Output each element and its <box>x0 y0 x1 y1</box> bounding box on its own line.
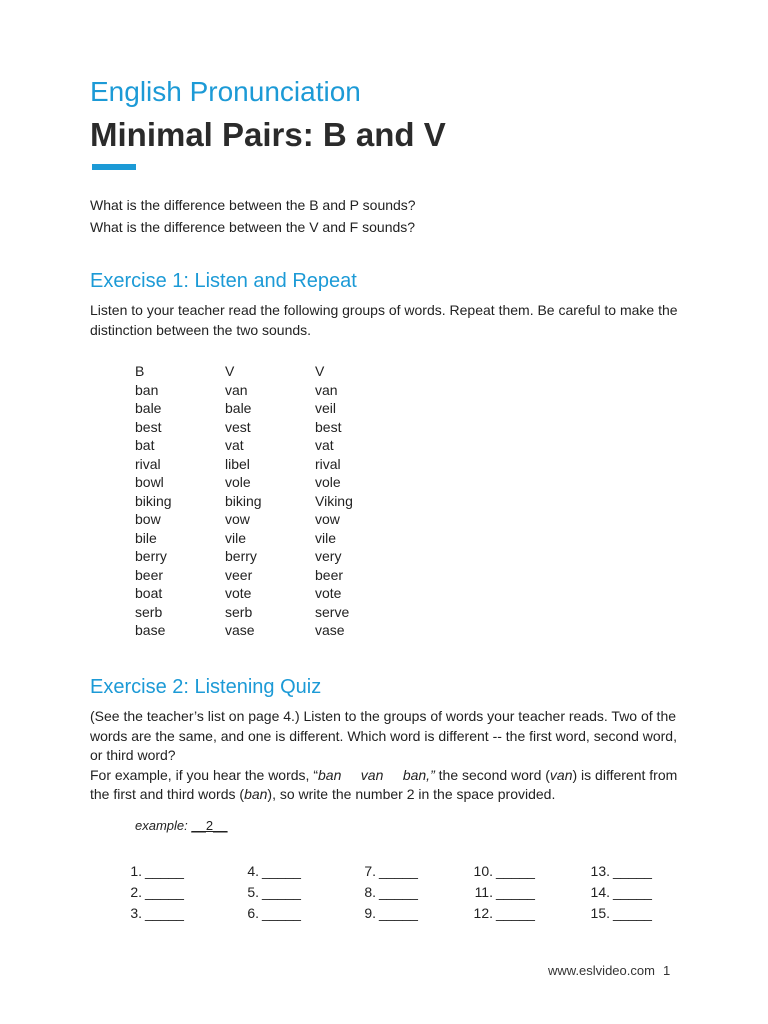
v-word-1: bale <box>225 400 252 416</box>
quiz-row <box>112 861 697 882</box>
v-word-1: vest <box>225 418 251 435</box>
v-word-2: vase <box>315 622 345 638</box>
b-word: berry <box>135 548 167 564</box>
quiz-item <box>229 882 346 903</box>
example-text-3: ) is different from the first and third words ( <box>90 766 678 802</box>
word-table-row <box>135 621 405 640</box>
answer-blank[interactable]: _____ <box>262 905 301 921</box>
word-table-row <box>135 381 405 400</box>
quiz-item <box>580 903 697 924</box>
column-header-v1: V <box>225 363 235 379</box>
v-word-2: vile <box>315 529 337 546</box>
b-word: biking <box>135 492 172 509</box>
v-word-1: vote <box>225 585 252 601</box>
v-word-1: vat <box>225 437 244 453</box>
v-word-1: libel <box>225 455 250 472</box>
quiz-item <box>346 882 463 903</box>
column-header-v2: V <box>315 363 325 379</box>
quiz-item <box>463 903 580 924</box>
quiz-item <box>580 861 697 882</box>
quiz-number: 1. <box>130 863 142 879</box>
quiz-row <box>112 882 697 903</box>
quiz-item <box>346 861 463 882</box>
quiz-item <box>580 882 697 903</box>
b-word: ban <box>135 381 159 398</box>
answer-blank[interactable]: _____ <box>262 884 301 900</box>
v-word-1: veer <box>225 566 253 583</box>
example-word-van: van <box>549 766 573 783</box>
v-word-2: vat <box>315 437 334 453</box>
b-word: bowl <box>135 474 164 490</box>
b-word: boat <box>135 585 163 601</box>
word-table-row <box>135 584 405 603</box>
title-accent-bar <box>92 164 136 170</box>
word-table-row <box>135 603 405 622</box>
quiz-number: 13. <box>590 863 610 879</box>
quiz-number: 12. <box>473 905 493 921</box>
b-word: bat <box>135 437 155 453</box>
quiz-number: 7. <box>364 863 376 879</box>
word-table-row <box>135 566 405 585</box>
quiz-number: 4. <box>247 863 259 879</box>
word-table-row <box>135 547 405 566</box>
v-word-2: vole <box>315 474 341 490</box>
answer-blank[interactable]: _____ <box>496 863 535 879</box>
quiz-item <box>346 903 463 924</box>
example-text-4: ), so write the number 2 in the space provided. <box>267 786 556 802</box>
word-table-row <box>135 436 405 455</box>
v-word-1: vole <box>225 474 251 490</box>
v-word-1: vile <box>225 529 247 546</box>
word-table-row <box>135 399 405 418</box>
b-word: bile <box>135 529 157 546</box>
b-word: bow <box>135 511 161 527</box>
word-table-row <box>135 510 405 529</box>
v-word-2: van <box>315 381 338 398</box>
word-table-header <box>135 362 405 381</box>
quiz-item <box>112 861 229 882</box>
example-word-ban: ban <box>244 786 268 802</box>
word-table <box>135 362 405 640</box>
v-word-2: very <box>315 548 342 564</box>
footer-site: www.eslvideo.com <box>548 963 655 978</box>
quiz-item <box>229 903 346 924</box>
answer-blank[interactable]: _____ <box>145 884 184 900</box>
example-label: example: <box>135 818 188 833</box>
v-word-1: serb <box>225 603 253 620</box>
v-word-2: rival <box>315 455 341 472</box>
exercise1-instructions: Listen to your teacher read the following groups of words. Repeat them. Be careful to make the distinction between the two sounds. <box>90 302 678 338</box>
v-word-1: van <box>225 381 248 398</box>
exercise2-heading: Exercise 2: Listening Quiz <box>90 676 322 698</box>
quiz-number: 10. <box>473 863 493 879</box>
intro-questions <box>90 194 690 238</box>
quiz-number: 14. <box>590 884 610 900</box>
answer-blank[interactable]: _____ <box>613 884 652 900</box>
b-word: best <box>135 418 162 435</box>
v-word-2: veil <box>315 400 337 416</box>
intro-question-1: What is the difference between the B and P sounds? <box>90 197 416 213</box>
quiz-example <box>135 818 228 833</box>
v-word-2: serve <box>315 603 350 620</box>
answer-blank[interactable]: _____ <box>379 884 418 900</box>
quiz-number: 11. <box>474 884 493 900</box>
v-word-1: berry <box>225 548 257 564</box>
answer-blank[interactable]: _____ <box>379 905 418 921</box>
example-answer: __2__ <box>191 818 228 833</box>
b-word: beer <box>135 566 164 583</box>
v-word-1: vase <box>225 622 255 638</box>
exercise2-instructions <box>90 707 690 805</box>
exercise2-example-sentence <box>90 766 690 805</box>
page-subtitle: English Pronunciation <box>90 76 361 107</box>
example-text-1: For example, if you hear the words, “ <box>90 766 318 783</box>
answer-blank[interactable]: _____ <box>496 884 535 900</box>
b-word: rival <box>135 455 161 472</box>
quiz-number: 5. <box>247 884 259 900</box>
quiz-number: 6. <box>247 905 259 921</box>
v-word-2: beer <box>315 566 344 583</box>
quiz-number: 9. <box>364 905 376 921</box>
quiz-item <box>463 882 580 903</box>
answer-blank[interactable]: _____ <box>145 863 184 879</box>
v-word-2: vow <box>315 511 340 527</box>
v-word-2: Viking <box>315 492 353 509</box>
word-table-row <box>135 529 405 548</box>
word-table-row <box>135 418 405 437</box>
answer-blank[interactable]: _____ <box>613 905 652 921</box>
quiz-number: 15. <box>590 905 610 921</box>
exercise2-instructions-text: (See the teacher’s list on page 4.) Listen to the groups of words your teacher reads. Two of the words are the same, and one is different. Which word is different -- the first word, second word, or third word? <box>90 708 677 763</box>
quiz-grid <box>112 861 697 924</box>
b-word: base <box>135 622 166 638</box>
quiz-row <box>112 903 697 924</box>
answer-blank[interactable]: _____ <box>145 905 184 921</box>
word-table-row <box>135 473 405 492</box>
v-word-1: vow <box>225 511 250 527</box>
answer-blank[interactable]: _____ <box>262 863 301 879</box>
example-text-2: the second word ( <box>434 766 550 783</box>
quiz-number: 3. <box>130 905 142 921</box>
quiz-number: 8. <box>364 884 376 900</box>
quiz-item <box>463 861 580 882</box>
quiz-item <box>112 903 229 924</box>
v-word-1: biking <box>225 492 262 509</box>
word-table-row <box>135 492 405 511</box>
quiz-item <box>229 861 346 882</box>
quiz-item <box>112 882 229 903</box>
v-word-2: vote <box>315 585 342 601</box>
v-word-2: best <box>315 418 342 435</box>
exercise1-heading: Exercise 1: Listen and Repeat <box>90 270 357 292</box>
b-word: serb <box>135 603 163 620</box>
quiz-number: 2. <box>130 884 142 900</box>
word-table-row <box>135 455 405 474</box>
page-footer <box>548 963 670 978</box>
answer-blank[interactable]: _____ <box>613 863 652 879</box>
b-word: bale <box>135 400 162 416</box>
intro-question-2: What is the difference between the V and F sounds? <box>90 219 416 235</box>
column-header-b: B <box>135 363 145 379</box>
answer-blank[interactable]: _____ <box>496 905 535 921</box>
example-words: ban van ban,” <box>318 766 435 783</box>
page-title: Minimal Pairs: B and V <box>90 116 446 153</box>
page-number: 1 <box>662 963 671 978</box>
answer-blank[interactable]: _____ <box>379 863 418 879</box>
